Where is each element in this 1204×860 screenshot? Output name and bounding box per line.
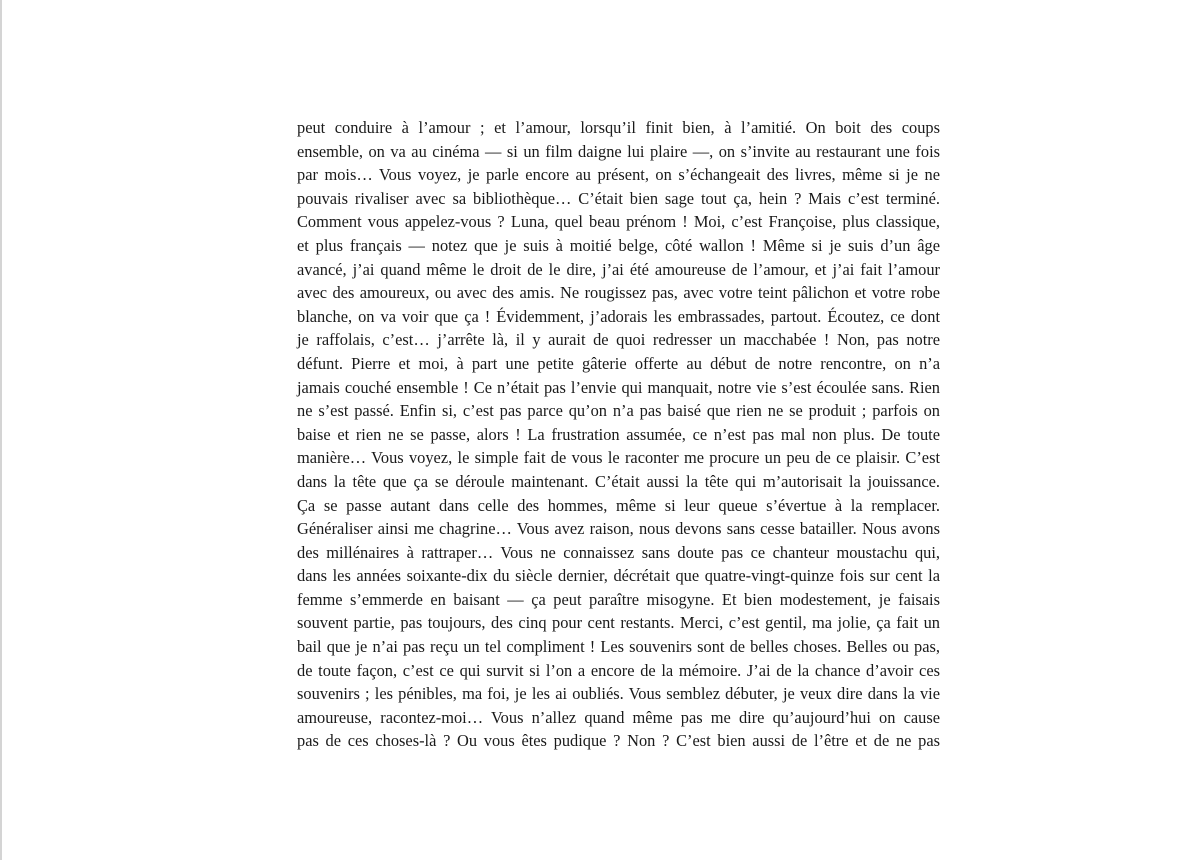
text-line: de toute façon, c’est ce qui survit si l’on a encore de la mémoire. J’ai de la chance d’avoir ces [297,660,940,680]
body-text-paragraph [297,116,940,753]
text-line: dans la tête que ça se déroule maintenant. C’était aussi la tête qui m’autorisait la jouissance. [297,471,940,491]
text-line: Comment vous appelez-vous ? Luna, quel beau prénom ! Moi, c’est Françoise, plus classique, [297,212,940,232]
text-line: femme s’emmerde en baisant — ça peut paraître misogyne. Et bien modestement, je faisais [297,589,940,609]
text-line: ensemble, on va au cinéma — si un film daigne lui plaire —, on s’invite au restaurant une fois [297,141,940,161]
text-line: pas de ces choses-là ? Ou vous êtes pudique ? Non ? C’est bien aussi de l’être et de ne pas [297,731,940,751]
text-line: ne s’est passé. Enfin si, c’est pas parce qu’on n’a pas baisé que rien ne se produit ; parfois on [297,401,940,421]
text-line: dans les années soixante-dix du siècle dernier, décrétait que quatre-vingt-quinze fois sur cent la [297,566,940,586]
text-line: amoureuse, racontez-moi… Vous n’allez quand même pas me dire qu’aujourd’hui on cause [297,707,940,727]
text-line: défunt. Pierre et moi, à part une petite gâterie offerte au début de notre rencontre, on n’a [297,353,940,373]
text-line: souvenirs ; les pénibles, ma foi, je les ai oubliés. Vous semblez débuter, je veux dire dans la vie [297,684,940,704]
text-line: blanche, on va voir que ça ! Évidemment, j’adorais les embrassades, partout. Écoutez, ce dont [297,306,940,326]
text-line: avec des amoureux, ou avec des amis. Ne rougissez pas, avec votre teint pâlichon et votre robe [297,283,940,303]
text-line: des millénaires à rattraper… Vous ne connaissez sans doute pas ce chanteur moustachu qui, [297,542,940,562]
text-line: Ça se passe autant dans celle des hommes, même si leur queue s’évertue à la remplacer. [297,495,940,515]
text-line: Généraliser ainsi me chagrine… Vous avez raison, nous devons sans cesse batailler. Nous avons [297,519,940,539]
text-line: avancé, j’ai quand même le droit de le dire, j’ai été amoureuse de l’amour, et j’ai fait l’amour [297,259,940,279]
text-line: jamais couché ensemble ! Ce n’était pas l’envie qui manquait, notre vie s’est écoulée sans. Rien [297,377,940,397]
text-line: je raffolais, c’est… j’arrête là, il y aurait de quoi redresser un macchabée ! Non, pas notre [297,330,940,350]
text-line: manière… Vous voyez, le simple fait de vous le raconter me procure un peu de ce plaisir. C’est [297,448,940,468]
text-line: baise et rien ne se passe, alors ! La frustration assumée, ce n’est pas mal non plus. De toute [297,424,940,444]
text-line: bail que je n’ai pas reçu un tel compliment ! Les souvenirs sont de belles choses. Belles ou pas, [297,637,940,657]
text-line: peut conduire à l’amour ; et l’amour, lorsqu’il finit bien, à l’amitié. On boit des coups [297,118,940,137]
text-line: pouvais rivaliser avec sa bibliothèque… C’était bien sage tout ça, hein ? Mais c’est terminé. [297,188,940,208]
text-line: souvent partie, pas toujours, des cinq pour cent restants. Merci, c’est gentil, ma jolie, ça fait un [297,613,940,633]
text-line: et plus français — notez que je suis à moitié belge, côté wallon ! Même si je suis d’un âge [297,235,940,255]
text-line: par mois… Vous voyez, je parle encore au présent, on s’échangeait des livres, même si je ne [297,165,940,185]
page-edge-divider [0,0,2,860]
